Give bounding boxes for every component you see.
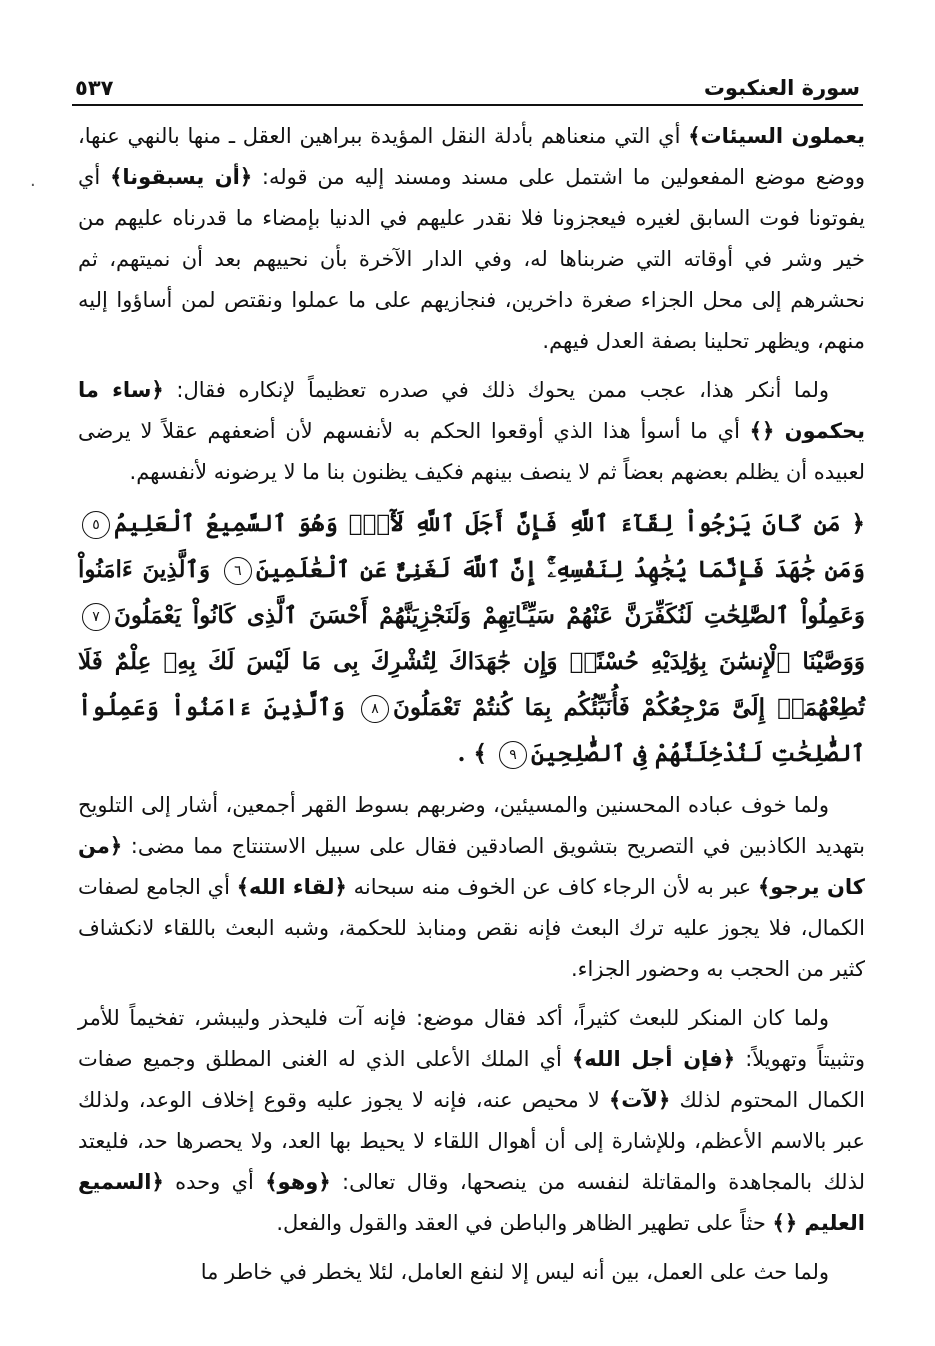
paragraph-4 (78, 998, 865, 1244)
quote-bold: ﴿ساء ما يحكمون ﴿﴾ (78, 378, 865, 443)
page-header (75, 60, 860, 100)
page-number: ٥٣٧ (75, 76, 114, 100)
quote-bold: ﴿السميع العليم ﴿﴾ (78, 1170, 865, 1235)
quote-bold: ﴿من كان يرجو﴾ (78, 834, 865, 899)
paragraph-text: عبر به لأن الرجاء كاف عن الخوف منه سبحانه (346, 875, 758, 899)
quote-bold: ﴿لآت﴾ (608, 1088, 671, 1112)
paragraph-text: حثاً على تطهير الظاهر والباطن في العقد والقول والفعل. (276, 1211, 773, 1235)
ayah-number: ٨ (361, 695, 389, 723)
ayah-number: ٩ (499, 741, 527, 769)
quran-block (78, 501, 865, 777)
verse-text: وَٱلَّذِينَ ءَامَنُواْ وَعَمِلُواْ ٱلصَّٰلِحَٰتِ لَنُكَفِّرَنَّ عَنْهُمْ سَيِّـَٔاتِهِمْ وَلَنَجْزِيَنَّهُمْ أَحْسَنَ ٱلَّذِى كَانُواْ يَعْمَلُونَ (78, 556, 865, 629)
page-body (78, 116, 865, 1301)
quote-bold: ﴿لقاء الله﴾ (236, 875, 347, 899)
paragraph-text: ولما كان المنكر للبعث كثيراً، أكد فقال موضع: فإنه آت فليحذر وليبشر، تفخيماً للأمر وتثبيتاً وتهويلاً: (78, 1006, 865, 1071)
paragraph-5 (78, 1252, 865, 1293)
ornate-bracket: ﴿ (851, 510, 865, 537)
quote-bold: يعملون السيئات﴾ (688, 124, 866, 148)
paragraph-1 (78, 116, 865, 362)
paragraph-text: أي يفوتونا فوت السابق لغيره فيعجزونا فلا نقدر عليهم في الدنيا بإمضاء ما قدرناه عليهم من خير وشر في أوقاته التي ضربناها له، وفي الدار الآخرة بأن نحييهم بعد أن نميتهم، ثم نحشرهم إلى محل الجزاء صغرة داخرين، فنجازيهم على ما عملوا ونقتص لمن أساؤوا إليه منهم، ويظهر تحلينا بصفة العدل فيهم. (78, 165, 865, 353)
ayah-number: ٧ (82, 603, 110, 631)
paragraph-text: أي الملك الأعلى الذي له الغنى المطلق وجميع صفات الكمال المحتوم لذلك (78, 1047, 865, 1112)
ayah-number: ٥ (82, 511, 110, 539)
margin-mark: · (30, 175, 36, 196)
paragraph-text: أي ما أسوأ هذا الذي أوقعوا الحكم به لأنفسهم لأن أضعفهم عقلاً لا يرضى لعبيده أن يظلم بعضهم بعضاً ثم لا ينصف بينهم فكيف يظنون بنا ما لا يرضونه لأنفسهم. (78, 419, 865, 484)
paragraph-text: ولما خوف عباده المحسنين والمسيئين، وضربهم بسوط القهر أجمعين، أشار إلى التلويح بتهديد الكاذبين في التصريح بتشويق الصادقين فقال على سبيل الاستنتاج مما مضى: (78, 793, 865, 858)
ayah-number: ٦ (224, 557, 252, 585)
verse-text: وَوَصَّيْنَا ٱلْإِنسَٰنَ بِوَٰلِدَيْهِ حُسْنًاۖ وَإِن جَٰهَدَاكَ لِتُشْرِكَ بِى مَا لَيْسَ لَكَ بِهِۦ عِلْمٌ فَلَا تُطِعْهُمَآۚ إِلَىَّ مَرْجِعُكُمْ فَأُنَبِّئُكُم بِمَا كُنتُمْ تَعْمَلُونَ (78, 648, 865, 721)
surah-title: سورة العنكبوت (703, 76, 860, 100)
verse-text: وَمَن جَٰهَدَ فَإِنَّمَا يُجَٰهِدُ لِنَفْسِهِۦٓۚ إِنَّ ٱللَّهَ لَغَنِىٌّ عَنِ ٱلْعَٰلَمِينَ (255, 556, 865, 583)
ornate-bracket: ﴾ . (457, 740, 487, 767)
paragraph-text: أي الجامع لصفات الكمال، فلا يجوز عليه ترك البعث فإنه نقص ومنابذ للحكمة، وشبه البعث باللقاء لانكشاف كثير من الحجب به وحضور الجزاء. (78, 875, 865, 981)
paragraph-3 (78, 785, 865, 990)
paragraph-text: لا محيص عنه، فإنه لا يجوز عليه وقوع إخلاف الوعد، ولذلك عبر بالاسم الأعظم، وللإشارة إلى أن أهوال اللقاء لا يحيط بها العد، ولا يحصرها حد، فليعتد لذلك بالمجاهدة والمقاتلة لنفسه من ينصحها، وقال تعالى: (78, 1088, 865, 1194)
verse-text: وَٱلَّذِينَ ءَامَنُواْ وَعَمِلُواْ ٱلصَّٰلِحَٰتِ لَنُدْخِلَنَّهُمْ فِى ٱلصَّٰلِحِينَ (78, 694, 865, 767)
verse-text: مَن كَانَ يَرْجُواْ لِقَآءَ ٱللَّهِ فَإِنَّ أَجَلَ ٱللَّهِ لَأٓتٍۚ وَهُوَ ٱلسَّمِيعُ ٱلْعَلِيمُ (114, 510, 841, 537)
quote-bold: ﴿وهو﴾ (265, 1170, 331, 1194)
header-rule (72, 104, 863, 106)
quote-bold: ﴿أن يسبقونا﴾ (110, 165, 253, 189)
paragraph-text: ولما أنكر هذا، عجب ممن يحوك ذلك في صدره تعظيماً لإنكاره فقال: (163, 378, 829, 402)
quote-bold: ﴿فإن أجل الله﴾ (572, 1047, 736, 1071)
paragraph-text: أي وحده (163, 1170, 266, 1194)
paragraph-text: أي التي منعناهم بأدلة النقل المؤيدة ببراهين العقل ـ منها بالنهي عنها، ووضع موضع المفعولين ما اشتمل على مسند ومسند إليه من قوله: (78, 124, 865, 189)
paragraph-text: ولما حث على العمل، بين أنه ليس إلا لنفع العامل، لئلا يخطر في خاطر ما (200, 1260, 829, 1284)
paragraph-2 (78, 370, 865, 493)
